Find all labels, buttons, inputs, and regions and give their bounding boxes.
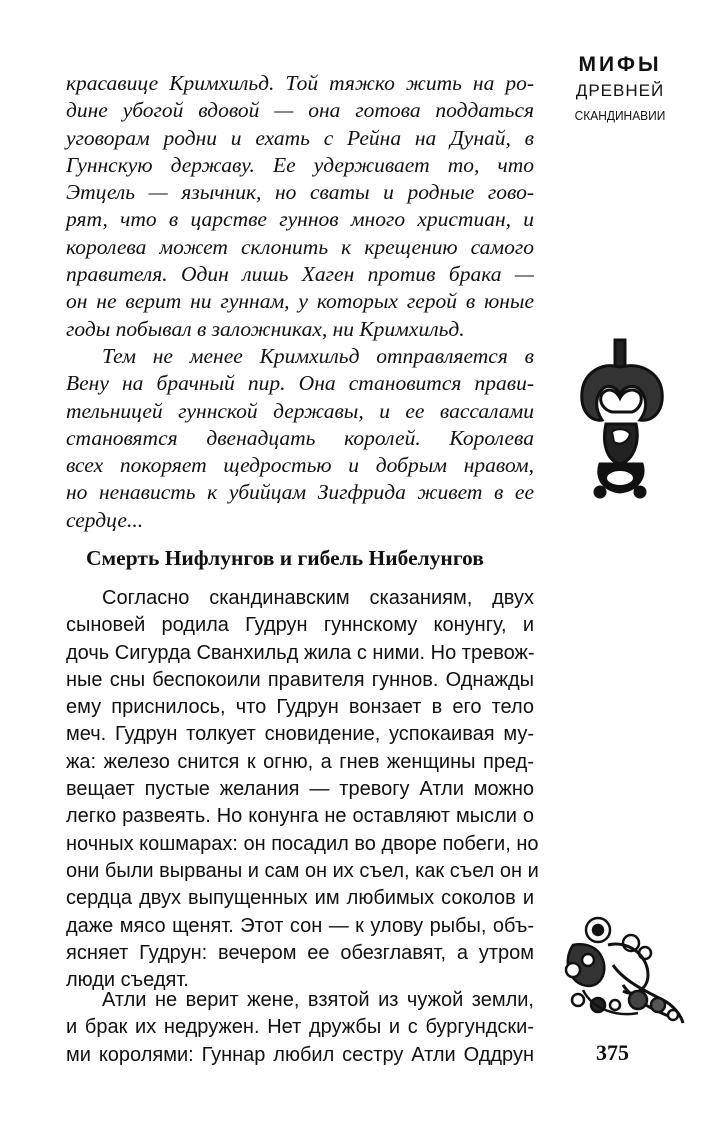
text-line: жа: железо снится к огню, а гнев женщины пред- bbox=[66, 750, 534, 773]
text-line: годы побывал в заложниках, ни Кримхильд. bbox=[66, 316, 465, 341]
page-number: 375 bbox=[596, 1040, 629, 1065]
text-line: Этцель — язычник, но сваты и родные гово- bbox=[66, 180, 534, 205]
text-line: дочь Сигурда Сванхильд жила с ними. Но тревож- bbox=[66, 641, 535, 664]
text-line: всех покоряет щедростью и добрым нравом, bbox=[66, 453, 534, 478]
text-line: сердца двух выпущенных им любимых соколов и bbox=[66, 887, 534, 910]
text-line: уговорам родни и ехать с Рейна на Дунай, в bbox=[66, 125, 534, 150]
text-line: меч. Гудрун толкует сновидение, успокаивая му- bbox=[66, 723, 534, 746]
text-line: сыновей родила Гудрун гуннскому конунгу, и bbox=[66, 614, 534, 637]
text-line: Вену на брачный пир. Она становится прави- bbox=[66, 371, 534, 396]
running-header-line-1: МИФЫ bbox=[578, 53, 662, 76]
text-line: они были вырваны и сам он их съел, как съел он и bbox=[66, 859, 539, 882]
text-line: сердце... bbox=[66, 507, 144, 532]
text-line: Атли не верит жене, взятой из чужой земли, bbox=[102, 989, 534, 1011]
text-line: ночных кошмарах: он посадил во дворе побеги, но bbox=[66, 832, 539, 855]
text-line: он не верит ни гуннам, у которых герой в юные bbox=[66, 289, 534, 314]
running-header-line-2: ДРЕВНЕЙ bbox=[575, 81, 665, 100]
italic-paragraph-1 bbox=[66, 70, 534, 343]
text-line: становятся двенадцать королей. Королева bbox=[66, 425, 534, 450]
text-line: ми королями: Гуннар любил сестру Атли Оддрун bbox=[66, 1043, 534, 1066]
running-header-line-3: СКАНДИНАВИИ bbox=[574, 108, 666, 123]
italic-paragraph-2 bbox=[66, 343, 534, 534]
body-paragraph-2 bbox=[66, 987, 534, 1069]
text-line: красавице Кримхильд. Той тяжко жить на ро- bbox=[66, 71, 534, 95]
section-heading: Смерть Нифлунгов и гибель Нибелунгов bbox=[86, 546, 484, 570]
text-line: легко развеять. Но конунга не оставляют мысли о bbox=[66, 805, 534, 828]
text-line: тельницей гуннской державы, и ее вассалами bbox=[66, 398, 534, 423]
knot-ornament-icon bbox=[553, 905, 693, 1035]
text-line: Тем не менее Кримхильд отправляется в bbox=[102, 344, 534, 368]
text-line: ясняет Гудрун: вечером ее обезглавят, а утром bbox=[66, 941, 534, 964]
body-paragraph-1 bbox=[66, 585, 539, 994]
text-line: ему приснилось, что Гудрун вонзает в его тело bbox=[66, 696, 534, 719]
text-line: дине убогой вдовой — она готова поддаться bbox=[66, 98, 534, 123]
text-line: даже мясо щенят. Этот сон — к улову рыбы, объ- bbox=[66, 914, 534, 937]
text-line: рят, что в царстве гуннов много христиан, и bbox=[66, 207, 534, 232]
text-line: вещает пустые желания — тревогу Атли можно bbox=[66, 778, 534, 801]
text-line: правителя. Один лишь Хаген против брака — bbox=[66, 262, 534, 287]
text-line: люди съедят. bbox=[66, 969, 189, 992]
text-line: ные сны беспокоили правителя гуннов. Однажды bbox=[66, 668, 534, 691]
text-line: Гуннскую державу. Ее удерживает то, что bbox=[66, 152, 534, 177]
running-header bbox=[565, 52, 675, 128]
text-line: и брак их недружен. Нет дружбы и с бургундски- bbox=[66, 1016, 534, 1039]
text-line: но ненависть к убийцам Зигфрида живет в ее bbox=[66, 480, 534, 505]
buckle-ornament-icon bbox=[572, 332, 672, 502]
text-line: Согласно скандинавским сказаниям, двух bbox=[102, 587, 534, 609]
text-line: королева может склонить к крещению самого bbox=[66, 234, 534, 259]
